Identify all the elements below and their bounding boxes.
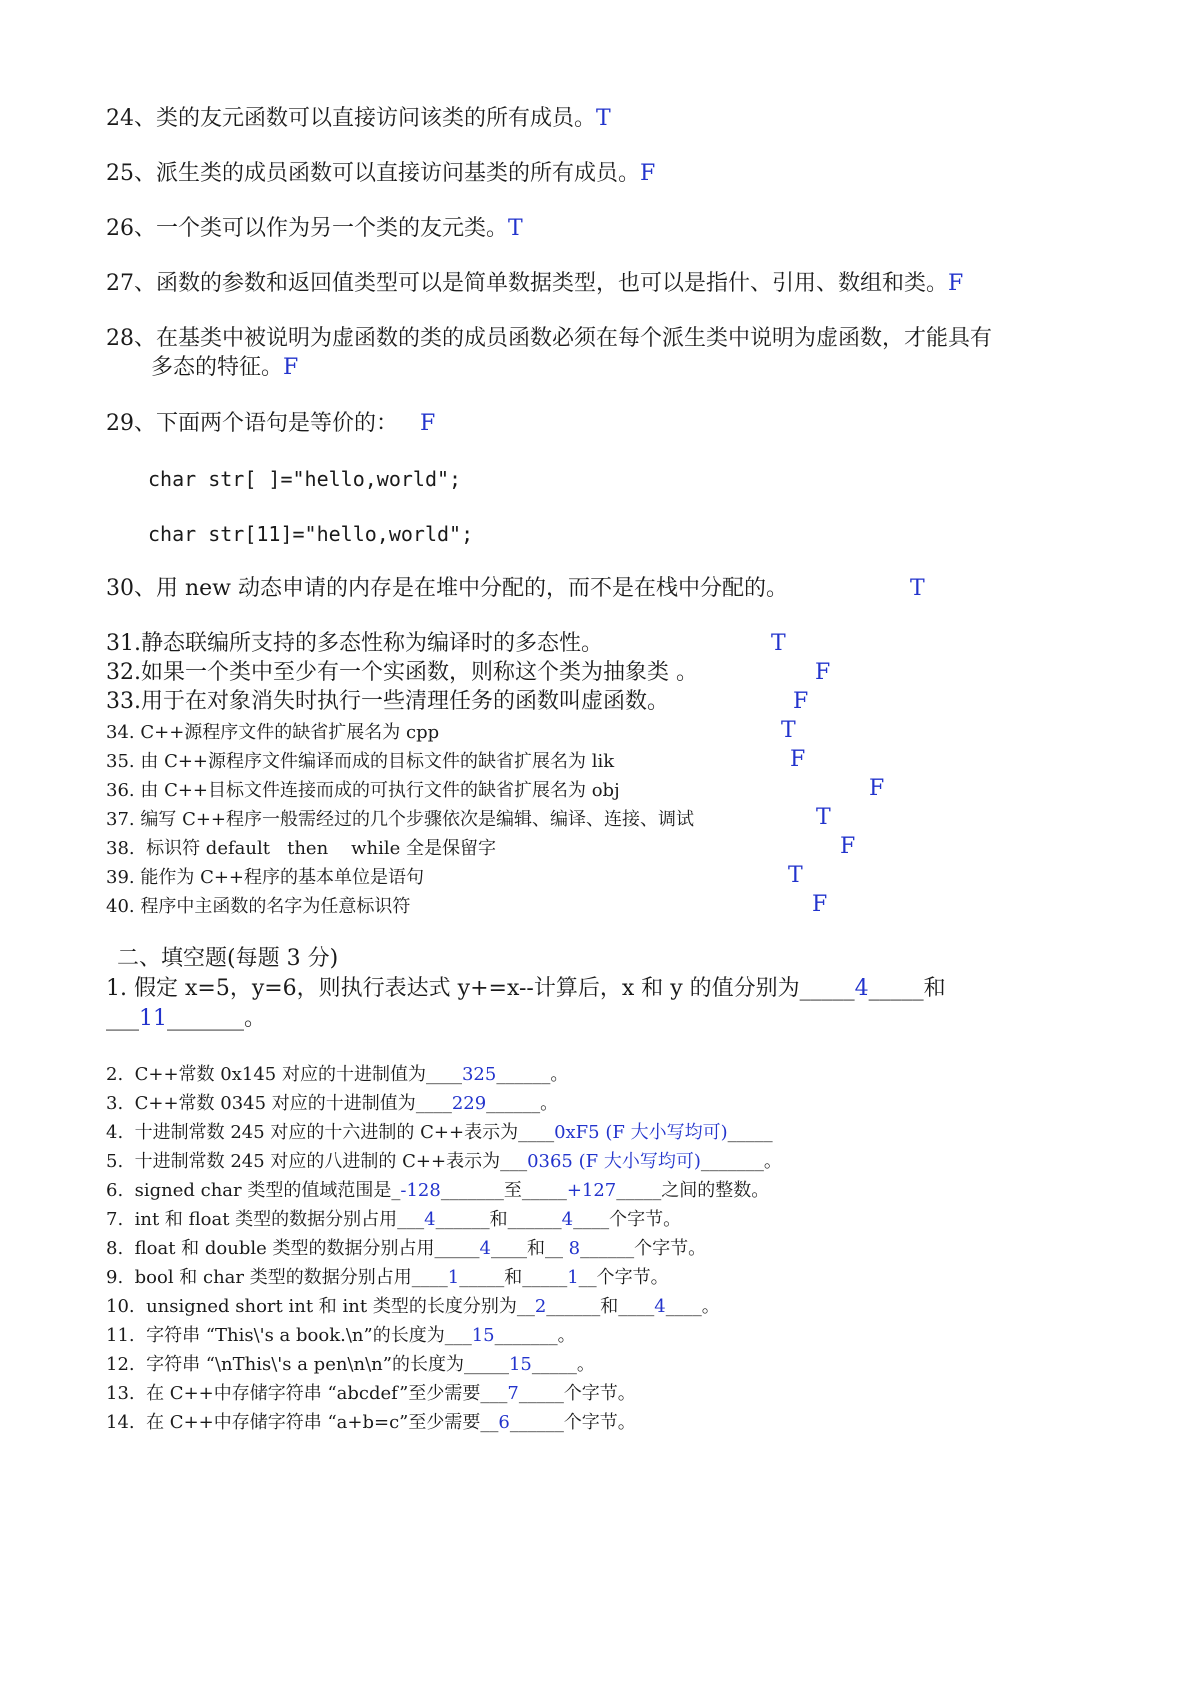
fill-answer: 4 (561, 1209, 574, 1230)
blank-underline: _____ (434, 1238, 480, 1259)
blank-underline: ______ (509, 1412, 564, 1433)
question-38: 38. 标识符 default then while 全是保留字 (106, 838, 496, 859)
code-line-2: char str[11]="hello,world"; (148, 522, 474, 546)
blank-underline: _______ (494, 1325, 558, 1346)
question-27 (106, 269, 963, 299)
fill-text: 之间的整数。 (661, 1180, 770, 1201)
blank-underline: _______ (167, 1006, 244, 1031)
question-text: 在基类中被说明为虚函数的类的成员函数必须在每个派生类中说明为虚函数，才能具有 (156, 326, 993, 351)
blank-underline: _____ (518, 1383, 564, 1404)
answer-mark-32: F (815, 660, 831, 685)
fill-answer: 11 (139, 1006, 167, 1031)
fill-question-1 (106, 974, 946, 1004)
blank-underline: __ (480, 1412, 499, 1433)
question-number: 24、 (106, 106, 156, 131)
question-number: 28、 (106, 326, 156, 351)
answer-mark-40: F (812, 892, 828, 917)
blank-underline: _____ (616, 1180, 662, 1201)
fill-question-6 (106, 1178, 769, 1204)
question-40: 40. 程序中主函数的名字为任意标识符 (106, 896, 411, 917)
fill-text: 。 (701, 1296, 720, 1317)
question-29 (106, 409, 435, 439)
fill-text: 个字节。 (634, 1238, 707, 1259)
blank-underline: ___ (397, 1209, 425, 1230)
fill-text: 。 (244, 1006, 267, 1031)
fill-answer: 8 (568, 1238, 581, 1259)
fill-text: 2. C++常数 0x145 对应的十进制值为 (106, 1064, 426, 1085)
fill-question-5 (106, 1149, 782, 1175)
fill-question-8 (106, 1236, 706, 1262)
answer-mark: F (948, 271, 964, 296)
blank-underline: ______ (486, 1093, 541, 1114)
blank-underline: ____ (573, 1209, 610, 1230)
fill-text: 。 (763, 1151, 782, 1172)
question-number: 27、 (106, 271, 156, 296)
question-33: 33.用于在对象消失时执行一些清理任务的函数叫虚函数。 (106, 689, 669, 714)
blank-underline: ____ (665, 1296, 702, 1317)
blank-underline: _______ (440, 1180, 504, 1201)
answer-mark-31: T (771, 631, 786, 656)
fill-answer: -128 (400, 1180, 441, 1201)
blank-underline: __ (544, 1238, 569, 1259)
fill-question-11 (106, 1323, 576, 1349)
blank-underline: ___ (444, 1325, 472, 1346)
fill-question-3 (106, 1091, 558, 1117)
fill-question-12 (106, 1352, 595, 1378)
fill-answer: 4 (854, 976, 869, 1001)
fill-text: 3. C++常数 0345 对应的十进制值为 (106, 1093, 416, 1114)
answer-mark-38: F (840, 834, 856, 859)
answer-mark: T (508, 216, 523, 241)
fill-answer: 15 (508, 1354, 532, 1375)
fill-text: 14. 在 C++中存储字符串 “a+b=c”至少需要 (106, 1412, 481, 1433)
fill-text: 9. bool 和 char 类型的数据分别占用 (106, 1267, 412, 1288)
blank-underline: ______ (546, 1296, 601, 1317)
fill-text: 个字节。 (563, 1412, 636, 1433)
blank-underline: ______ (496, 1064, 551, 1085)
blank-underline: ___ (500, 1151, 528, 1172)
answer-mark-37: T (816, 805, 831, 830)
answer-mark: F (640, 161, 656, 186)
answer-mark: F (420, 411, 436, 436)
question-number: 30、 (106, 576, 156, 601)
question-36: 36. 由 C++目标文件连接而成的可执行文件的缺省扩展名为 obj (106, 780, 620, 801)
fill-answer: 0365 (F 大小写均可) (527, 1151, 701, 1172)
fill-answer: 0xF5 (F 大小写均可) (554, 1122, 728, 1143)
blank-underline: _____ (459, 1267, 505, 1288)
fill-answer: 15 (471, 1325, 495, 1346)
blank-underline: _______ (700, 1151, 764, 1172)
question-text: 派生类的成员函数可以直接访问基类的所有成员。 (156, 161, 641, 186)
fill-text: 13. 在 C++中存储字符串 “abcdef”至少需要 (106, 1383, 481, 1404)
answer-mark-35: F (790, 747, 806, 772)
fill-answer: 1 (447, 1267, 460, 1288)
blank-underline: ___ (480, 1383, 508, 1404)
fill-question-1-continuation (106, 1004, 266, 1034)
fill-text: 5. 十进制常数 245 对应的八进制的 C++表示为 (106, 1151, 501, 1172)
answer-mark-33: F (793, 689, 809, 714)
answer-mark: F (283, 355, 299, 380)
question-number: 26、 (106, 216, 156, 241)
fill-text: 和 (489, 1209, 508, 1230)
blank-underline: ____ (490, 1238, 527, 1259)
fill-answer: 4 (424, 1209, 436, 1230)
blank-underline: _____ (521, 1180, 567, 1201)
question-28-continuation (151, 353, 298, 383)
blank-underline: __ (578, 1267, 597, 1288)
fill-text: 和 (600, 1296, 619, 1317)
fill-text: 和 (923, 976, 946, 1001)
question-26 (106, 214, 523, 244)
fill-answer: 1 (567, 1267, 579, 1288)
fill-text: 个字节。 (596, 1267, 669, 1288)
question-39: 39. 能作为 C++程序的基本单位是语句 (106, 867, 425, 888)
fill-question-14 (106, 1410, 636, 1436)
fill-answer: 325 (461, 1064, 497, 1085)
blank-underline: ____ (415, 1093, 452, 1114)
blank-underline: ___ (106, 1006, 139, 1031)
question-text: 用 new 动态申请的内存是在堆中分配的，而不是在栈中分配的。 (156, 576, 789, 601)
fill-text: 6. signed char 类型的值域范围是 (106, 1180, 392, 1201)
fill-text: 11. 字符串 “This\'s a book.\n”的长度为 (106, 1325, 445, 1346)
fill-text: 和 (526, 1238, 545, 1259)
question-34: 34. C++源程序文件的缺省扩展名为 cpp (106, 722, 440, 743)
fill-text: 7. int 和 float 类型的数据分别占用 (106, 1209, 398, 1230)
fill-text: 至 (503, 1180, 522, 1201)
blank-underline: _____ (868, 976, 924, 1001)
answer-mark: T (596, 106, 611, 131)
question-text: 下面两个语句是等价的： (156, 411, 399, 436)
fill-text: 个字节。 (563, 1383, 636, 1404)
fill-text: 10. unsigned short int 和 int 类型的长度分别为 (106, 1296, 517, 1317)
blank-underline: _____ (463, 1354, 509, 1375)
fill-text: 和 (504, 1267, 523, 1288)
blank-underline: _____ (727, 1122, 773, 1143)
fill-question-10 (106, 1294, 720, 1320)
fill-answer: 7 (507, 1383, 519, 1404)
fill-text: 。 (550, 1064, 569, 1085)
fill-answer: +127 (566, 1180, 617, 1201)
fill-text: 8. float 和 double 类型的数据分别占用 (106, 1238, 435, 1259)
question-32: 32.如果一个类中至少有一个实函数，则称这个类为抽象类 。 (106, 660, 698, 685)
question-31: 31.静态联编所支持的多态性称为编译时的多态性。 (106, 631, 603, 656)
question-number: 25、 (106, 161, 156, 186)
fill-question-4 (106, 1120, 773, 1146)
fill-answer: 4 (479, 1238, 491, 1259)
question-text-cont: 多态的特征。 (151, 355, 284, 380)
blank-underline: ______ (507, 1209, 562, 1230)
fill-text: 。 (576, 1354, 595, 1375)
question-35: 35. 由 C++源程序文件编译而成的目标文件的缺省扩展名为 lik (106, 751, 615, 772)
answer-mark-39: T (788, 863, 803, 888)
question-text: 函数的参数和返回值类型可以是简单数据类型，也可以是指什、引用、数组和类。 (156, 271, 949, 296)
fill-question-2 (106, 1062, 568, 1088)
fill-question-7 (106, 1207, 681, 1233)
fill-text: 4. 十进制常数 245 对应的十六进制的 C++表示为 (106, 1122, 519, 1143)
fill-text: 。 (557, 1325, 576, 1346)
blank-underline: _____ (531, 1354, 577, 1375)
code-line-1: char str[ ]="hello,world"; (148, 467, 462, 491)
blank-underline: ______ (580, 1238, 635, 1259)
question-text: 类的友元函数可以直接访问该类的所有成员。 (156, 106, 597, 131)
answer-mark-34: T (781, 718, 796, 743)
question-25 (106, 159, 655, 189)
fill-answer: 4 (654, 1296, 666, 1317)
fill-answer: 229 (451, 1093, 487, 1114)
answer-mark-36: F (869, 776, 885, 801)
fill-text: 。 (540, 1093, 559, 1114)
section-title: 二、填空题(每题 3 分) (117, 946, 339, 971)
question-30 (106, 574, 788, 604)
blank-underline: __ (516, 1296, 535, 1317)
question-28 (106, 324, 992, 354)
question-37: 37. 编写 C++程序一般需经过的几个步骤依次是编辑、编译、连接、调试 (106, 809, 695, 830)
blank-underline: ______ (435, 1209, 490, 1230)
fill-text: 12. 字符串 “\nThis\'s a pen\n\n”的长度为 (106, 1354, 464, 1375)
fill-question-9 (106, 1265, 669, 1291)
fill-text: 1. 假定 x=5，y=6，则执行表达式 y+=x--计算后，x 和 y 的值分别为 (106, 976, 800, 1001)
blank-underline: ____ (618, 1296, 655, 1317)
blank-underline: ____ (411, 1267, 448, 1288)
fill-answer: 2 (534, 1296, 547, 1317)
blank-underline: _____ (799, 976, 855, 1001)
question-text: 一个类可以作为另一个类的友元类。 (156, 216, 509, 241)
question-24 (106, 104, 611, 134)
blank-underline: ____ (518, 1122, 555, 1143)
fill-answer: 6 (498, 1412, 510, 1433)
question-number: 29、 (106, 411, 156, 436)
blank-underline: ____ (425, 1064, 462, 1085)
answer-mark-30: T (910, 576, 925, 601)
blank-underline: _ (391, 1180, 401, 1201)
fill-question-13 (106, 1381, 636, 1407)
blank-underline: _____ (522, 1267, 568, 1288)
fill-text: 个字节。 (609, 1209, 682, 1230)
